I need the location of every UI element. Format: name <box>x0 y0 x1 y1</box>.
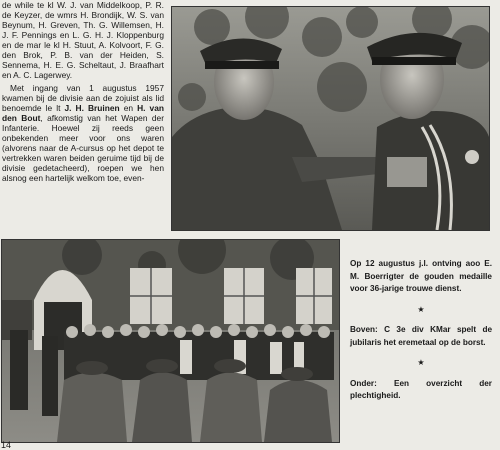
photo-medal-ceremony <box>171 6 490 231</box>
caption-main: Op 12 augustus j.l. ontving aoo E. M. Boerrigter de gouden medaille voor 36-jarige trouwe dienst. <box>350 259 492 293</box>
caption-below: Onder: Een overzicht der plechtigheid. <box>350 378 492 400</box>
star-separator-icon: ★ <box>417 358 425 367</box>
caption-above: Boven: C 3e div KMar spelt de jubilaris het eremetaal op de borst. <box>350 325 492 347</box>
photo-medal-ceremony-image <box>172 7 489 230</box>
article-paragraph-1: de while te kl W. J. van Middelkoop, P. R. de Keyzer, de wmrs H. Brondijk, W. S. van Beynum, H. Greven, Th. G. Willemsen, H. J. F. Pennings en L. G. H. J. Kloppenburg en de mar le kl H. Stuut, A. Kolvoort, F. G. den Brok, P. B. van der Heiden, S. Sennema, H. E. G. Scheltaut, J. Braafhart en A. C. Lagerwey. <box>2 0 164 80</box>
photo-caption <box>350 258 492 403</box>
photo-ceremony-overview-image <box>2 240 339 442</box>
article-text <box>2 0 164 232</box>
star-separator-icon: ★ <box>417 304 425 314</box>
page-number: 14 <box>1 440 12 450</box>
article-paragraph-2: Met ingang van 1 augustus 1957 kwamen bij de divisie aan de zojuist als lid benoemde le lt J. H. Bruinen en H. van den Bout, afkomstig van het Wapen der Infanterie. Hoewel zij reeds geen onbekenden meer voor ons waren (alvorens naar de A-cursus op het depot te vertrekken waren beiden geruime tijd bij de divisie gedetacheerd), roepen we hen alsnog een hartelijk welkom toe, even- <box>2 83 164 183</box>
photo-ceremony-overview <box>1 239 340 443</box>
